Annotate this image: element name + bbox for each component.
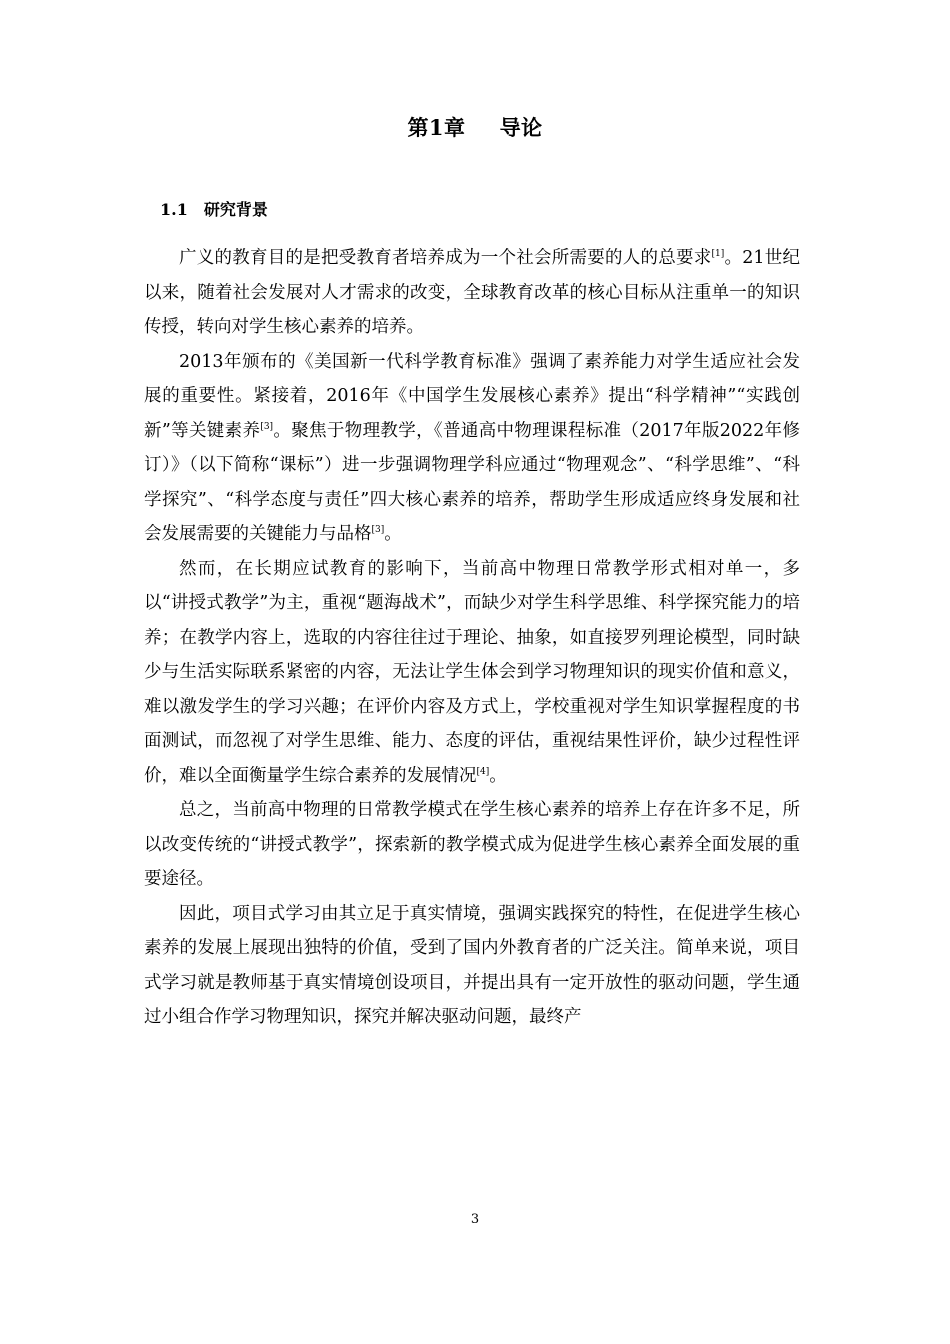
paragraph-text: 然而，在长期应试教育的影响下，当前高中物理日常教学形式相对单一，多以“讲授式教学”为主，重视“题海战术”，而缺少对学生科学思维、科学探究能力的培养；在教学内容上，选取的内容往往过于理论、抽象，如直接罗列理论模型，同时缺少与生活实际联系紧密的内容，无法让学生体会到学习物理知识的现实价值和意义，难以激发学生的学习兴趣；在评价内容及方式上，学校重视对学生知识掌握程度的书面测试，而忽视了对学生思维、能力、态度的评估，重视结果性评价，缺少过程性评价，难以全面衡量学生综合素养的发展情况 <box>144 558 800 786</box>
paragraph-5 <box>144 897 800 1035</box>
paragraph-text: 广义的教育目的是把受教育者培养成为一个社会所需要的人的总要求 <box>179 248 712 268</box>
chapter-number: 第1章 <box>407 115 466 140</box>
paragraph-text: 。21世纪以来，随着社会发展对人才需求的改变，全球教育改革的核心目标从注重单一的知识传授，转向对学生核心素养的培养。 <box>144 248 800 337</box>
paragraph-text: 2013年颁布的《美国新一代科学教育标准》强调了素养能力对学生适应社会发展的重要性。紧接着，2016年《中国学生发展核心素养》提出“科学精神”“实践创新”等关键素养 <box>144 351 800 441</box>
paragraph-1 <box>144 241 800 345</box>
paragraph-text: 总之，当前高中物理的日常教学模式在学生核心素养的培养上存在许多不足，所以改变传统的“讲授式教学”，探索新的教学模式成为促进学生核心素养全面发展的重要途径。 <box>144 800 800 889</box>
chapter-name: 导论 <box>499 115 543 140</box>
paragraph-3 <box>144 552 800 794</box>
citation: [3] <box>260 421 274 432</box>
citation: [4] <box>476 766 490 777</box>
paragraph-text: 。 <box>489 765 507 786</box>
body-text <box>144 241 800 1035</box>
chapter-title <box>0 112 950 142</box>
paragraph-4 <box>144 793 800 897</box>
paragraph-text: 。 <box>384 524 402 544</box>
section-name: 研究背景 <box>203 200 268 219</box>
section-number: 1.1 <box>160 200 188 219</box>
citation: [1] <box>711 249 725 260</box>
citation: [3] <box>371 525 385 536</box>
paragraph-text: 因此，项目式学习由其立足于真实情境，强调实践探究的特性，在促进学生核心素养的发展上展现出独特的价值，受到了国内外教育者的广泛关注。简单来说，项目式学习就是教师基于真实情境创设项目，并提出具有一定开放性的驱动问题，学生通过小组合作学习物理知识，探究并解决驱动问题，最终产 <box>144 903 800 1027</box>
paragraph-2 <box>144 345 800 552</box>
section-heading <box>160 197 268 220</box>
paragraph-text: 。聚焦于物理教学，《普通高中物理课程标准（2017年版2022年修订）》（以下简称“课标”）进一步强调物理学科应通过“物理观念”、“科学思维”、“科学探究”、“科学态度与责任”四大核心素养的培养，帮助学生形成适应终身发展和社会发展需要的关键能力与品格 <box>144 420 800 544</box>
page-number: 3 <box>470 1212 480 1227</box>
